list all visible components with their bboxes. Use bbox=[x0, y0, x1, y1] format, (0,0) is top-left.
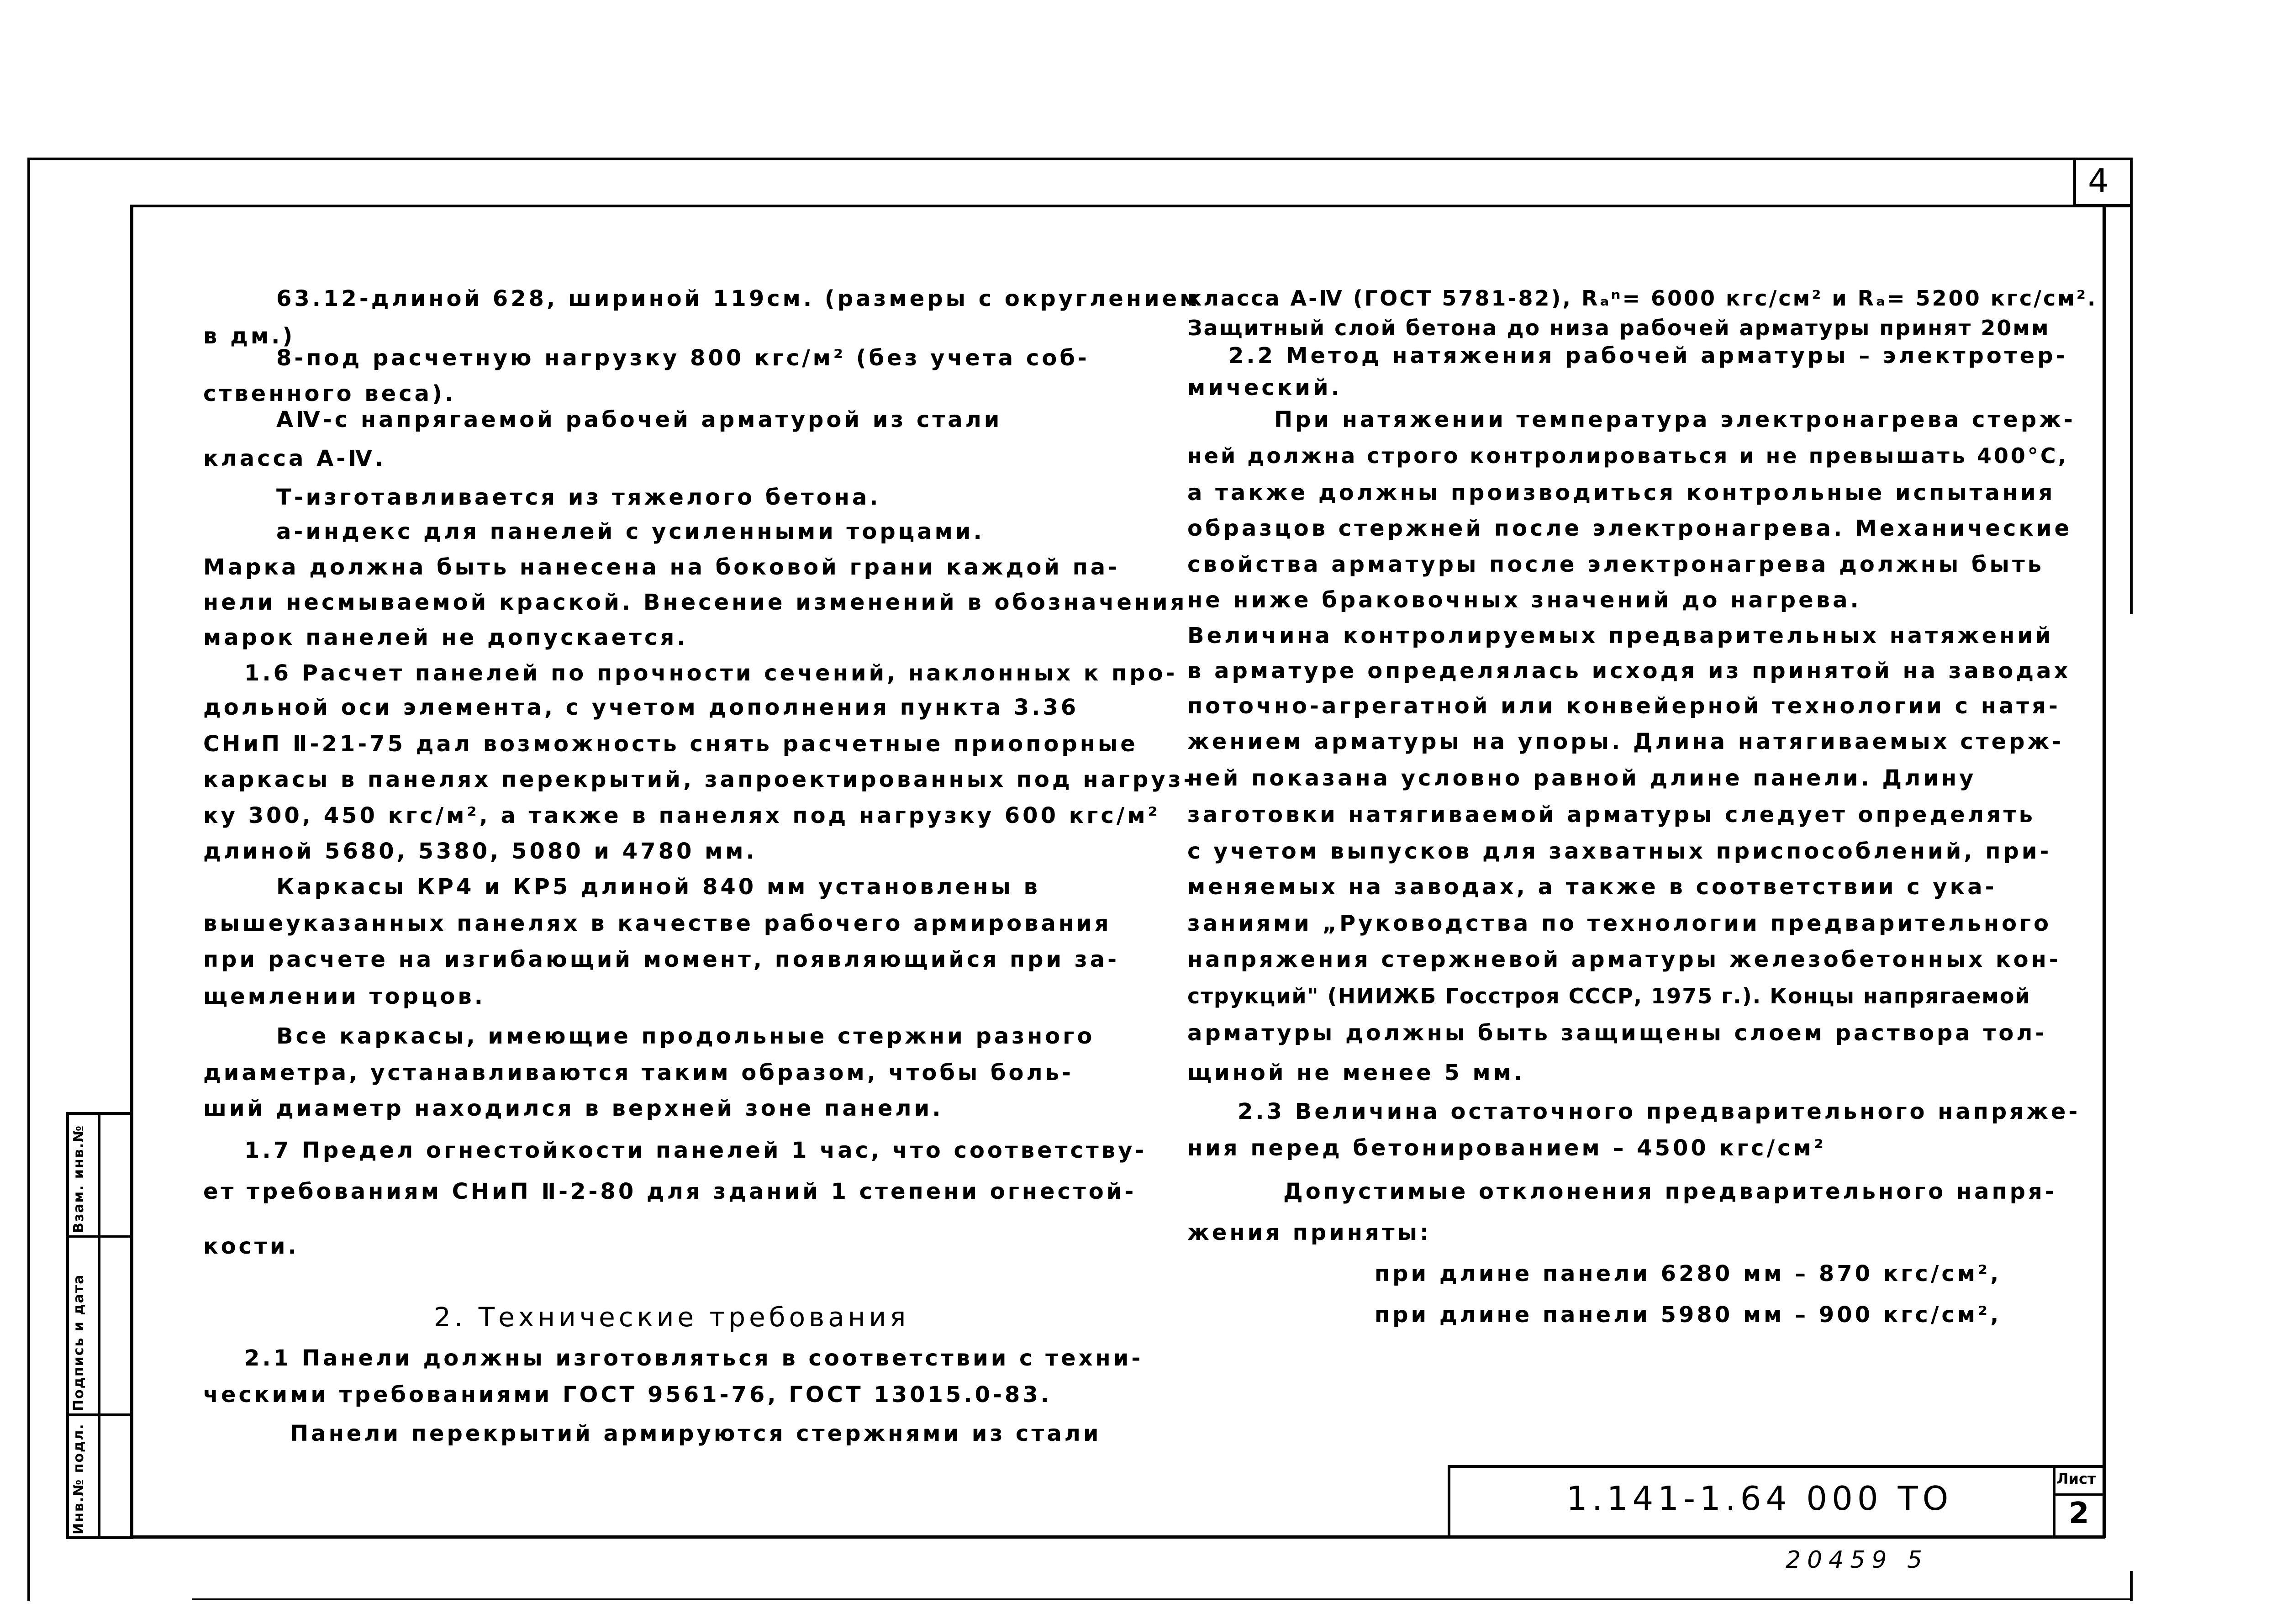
text-line: нели несмываемой краской. Внесение изменений в обозначения bbox=[203, 590, 1187, 615]
text-line: при длине панели 6280 мм – 870 кгс/см², bbox=[1375, 1261, 2002, 1287]
text-line: дольной оси элемента, с учетом дополнения пункта 3.36 bbox=[203, 695, 1079, 720]
title-block-left bbox=[1448, 1465, 1450, 1538]
text-line: 63.12-длиной 628, шириной 119см. (размеры с округлением bbox=[276, 286, 1201, 311]
outer-frame-left bbox=[27, 158, 30, 1601]
text-line: жением арматуры на упоры. Длина натягиваемых стерж- bbox=[1187, 729, 2064, 754]
text-line: ния перед бетонированием – 4500 кгс/см² bbox=[1187, 1135, 1826, 1161]
text-line: ет требованиям СНиП Ⅱ-2-80 для зданий 1 степени огнестой- bbox=[203, 1179, 1137, 1204]
text-line: в арматуре определялась исходя из принятой на заводах bbox=[1187, 658, 2071, 684]
document-code: 1.141-1.64 000 ТО bbox=[1566, 1479, 1953, 1518]
text-line: при длине панели 5980 мм – 900 кгс/см², bbox=[1375, 1302, 2002, 1328]
text-line: класса А-Ⅳ. bbox=[203, 446, 386, 471]
text-line: Все каркасы, имеющие продольные стержни разного bbox=[276, 1023, 1095, 1049]
side-stamp-divider bbox=[98, 1112, 100, 1539]
side-stamp-row-2 bbox=[66, 1413, 133, 1416]
text-line: мический. bbox=[1187, 375, 1342, 401]
text-line: марок панелей не допускается. bbox=[203, 625, 688, 650]
text-line: Марка должна быть нанесена на боковой грани каждой па- bbox=[203, 554, 1120, 580]
text-line: 1.6 Расчет панелей по прочности сечений, наклонных к про- bbox=[244, 660, 1178, 686]
text-line: СНиП Ⅱ-21-75 дал возможность снять расчетные приопорные bbox=[203, 731, 1138, 757]
text-line: ший диаметр находился в верхней зоне панели. bbox=[203, 1096, 943, 1121]
text-line: щемлении торцов. bbox=[203, 984, 486, 1009]
text-line: диаметра, устанавливаются таким образом, чтобы боль- bbox=[203, 1060, 1074, 1086]
text-line: заготовки натягиваемой арматуры следует определять bbox=[1187, 802, 2035, 828]
text-line: каркасы в панелях перекрытий, запроектированных под нагруз- bbox=[203, 767, 1196, 792]
text-line: Панели перекрытий армируются стержнями из стали bbox=[290, 1421, 1101, 1446]
sheet-number: 2 bbox=[2069, 1497, 2089, 1530]
side-stamp-signature-label: Подпись и дата bbox=[71, 1274, 87, 1411]
text-line: 8-под расчетную нагрузку 800 кгс/м² (без учета соб- bbox=[276, 345, 1090, 371]
side-stamp-replace-label: Взам. инв.№ bbox=[71, 1124, 87, 1233]
text-line: ку 300, 450 кгс/м², а также в панелях под нагрузку 600 кгс/м² bbox=[203, 803, 1160, 828]
outer-frame-top bbox=[27, 158, 2133, 160]
text-line: кости. bbox=[203, 1234, 299, 1259]
text-line: ственного веса). bbox=[203, 381, 456, 406]
text-line: с учетом выпусков для захватных приспособлений, при- bbox=[1187, 838, 2052, 864]
text-line: АⅣ-с напрягаемой рабочей арматурой из стали bbox=[276, 407, 1002, 432]
title-block-sheet-row bbox=[2053, 1493, 2105, 1496]
text-line: не ниже браковочных значений до нагрева. bbox=[1187, 587, 1861, 613]
outer-frame-bottom bbox=[192, 1598, 2133, 1600]
text-line: 2.1 Панели должны изготовляться в соответствии с техни- bbox=[244, 1345, 1144, 1371]
text-line: 2.2 Метод натяжения рабочей арматуры – электротер- bbox=[1228, 343, 2068, 369]
archive-number: 20459 5 bbox=[1786, 1546, 1929, 1574]
text-line: 1.7 Предел огнестойкости панелей 1 час, что соответству- bbox=[244, 1138, 1147, 1163]
text-line: при расчете на изгибающий момент, появляющийся при за- bbox=[203, 947, 1120, 972]
outer-frame-right-tail bbox=[2130, 1571, 2133, 1601]
title-block-sheet-divider bbox=[2053, 1465, 2055, 1538]
text-line: Т-изготавливается из тяжелого бетона. bbox=[276, 485, 881, 510]
text-line: щиной не менее 5 мм. bbox=[1187, 1060, 1525, 1086]
text-line: арматуры должны быть защищены слоем раствора тол- bbox=[1187, 1020, 2047, 1046]
title-block-top bbox=[1448, 1465, 2105, 1468]
text-line: ческими требованиями ГОСТ 9561-76, ГОСТ 13015.0-83. bbox=[203, 1382, 1052, 1408]
text-line: струкций" (НИИЖБ Госстроя СССР, 1975 г.). Концы напрягаемой bbox=[1187, 984, 2031, 1008]
inner-frame-top bbox=[130, 205, 2133, 207]
text-line: напряжения стержневой арматуры железобетонных кон- bbox=[1187, 947, 2061, 972]
text-line: длиной 5680, 5380, 5080 и 4780 мм. bbox=[203, 838, 757, 864]
text-line: класса А-Ⅳ (ГОСТ 5781-82), Rₐⁿ= 6000 кгс/см² и Rₐ= 5200 кгс/см². bbox=[1187, 286, 2098, 311]
text-line: меняемых на заводах, а также в соответствии с ука- bbox=[1187, 874, 1997, 900]
inner-frame-bottom bbox=[130, 1535, 2105, 1539]
sheet-label: Лист bbox=[2056, 1470, 2096, 1487]
side-stamp-row-1 bbox=[66, 1235, 133, 1238]
inner-frame-right bbox=[2103, 205, 2106, 1538]
text-line: 2.3 Величина остаточного предварительного напряже- bbox=[1238, 1099, 2081, 1124]
text-line: заниями „Руководства по технологии предварительного bbox=[1187, 911, 2052, 936]
text-line: в дм.) bbox=[203, 323, 295, 349]
text-line: вышеуказанных панелях в качестве рабочего армирования bbox=[203, 911, 1112, 936]
text-line: Допустимые отклонения предварительного напря- bbox=[1283, 1179, 2057, 1204]
text-line: При натяжении температура электронагрева стерж- bbox=[1274, 407, 2076, 432]
text-line: Каркасы КР4 и КР5 длиной 840 мм установлены в bbox=[276, 874, 1040, 900]
text-line: ней показана условно равной длине панели. Длину bbox=[1187, 765, 1976, 791]
text-line: а также должны производиться контрольные испытания bbox=[1187, 480, 2055, 506]
text-line: поточно-агрегатной или конвейерной технологии с натя- bbox=[1187, 693, 2061, 719]
text-line: ней должна строго контролироваться и не превышать 400°С, bbox=[1187, 443, 2069, 468]
text-line: Защитный слой бетона до низа рабочей арматуры принят 20мм bbox=[1187, 316, 2050, 340]
text-line: Величина контролируемых предварительных натяжений bbox=[1187, 623, 2054, 649]
text-line: жения приняты: bbox=[1187, 1220, 1432, 1245]
section-title: 2. Технические требования bbox=[434, 1302, 910, 1333]
page-number: 4 bbox=[2088, 162, 2109, 200]
text-line: свойства арматуры после электронагрева должны быть bbox=[1187, 552, 2045, 577]
side-stamp-inv-label: Инв.№ подл. bbox=[71, 1423, 87, 1534]
text-line: а-индекс для панелей с усиленными торцами. bbox=[276, 519, 985, 544]
right-edge-line bbox=[2130, 158, 2133, 614]
text-line: образцов стержней после электронагрева. Механические bbox=[1187, 516, 2072, 541]
